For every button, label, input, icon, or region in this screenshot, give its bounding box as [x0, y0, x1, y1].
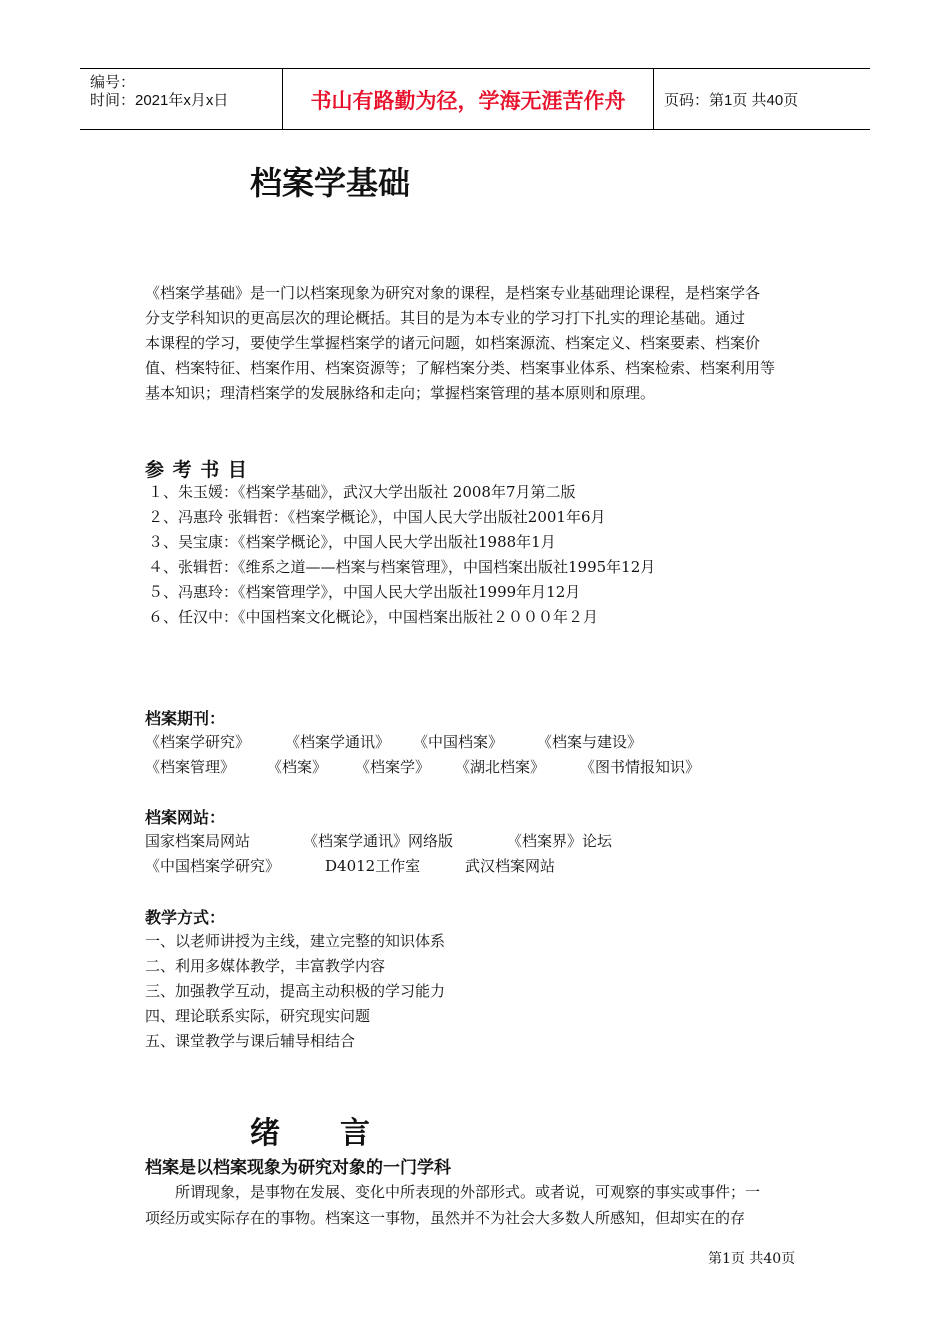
- header-motto-cell: [283, 69, 654, 129]
- preface-line: 所谓现象，是事物在发展、变化中所表现的外部形式。或者说，可观察的事实或事件；一: [175, 1183, 761, 1201]
- preface-title: [250, 1108, 370, 1152]
- references-heading: 参 考 书 目: [145, 459, 248, 481]
- intro-line: 《档案学基础》是一门以档案现象为研究对象的课程，是档案专业基础理论课程，是档案学各: [145, 284, 761, 302]
- journal-item: 《湖北档案》: [455, 758, 546, 776]
- teaching-item: 五、课堂教学与课后辅导相结合: [145, 1032, 356, 1050]
- intro-line: 分支学科知识的更高层次的理论概括。其目的是为本专业的学习打下扎实的理论基础。通过: [145, 309, 746, 327]
- header-time-label: 时间：2021年x月x日: [90, 92, 229, 109]
- journals-heading: 档案期刊：: [145, 709, 226, 728]
- teaching-item: 二、利用多媒体教学，丰富教学内容: [145, 957, 386, 975]
- journal-item: 《档案学研究》: [145, 733, 251, 751]
- reference-item: １、朱玉媛：《档案学基础》，武汉大学出版社 2008年7月第二版: [148, 483, 576, 501]
- teaching-item: 三、加强教学互动，提高主动积极的学习能力: [145, 982, 446, 1000]
- reference-item: ４、张辑哲：《维系之道——档案与档案管理》，中国档案出版社1995年12月: [148, 558, 656, 576]
- website-item: 武汉档案网站: [465, 857, 556, 875]
- intro-paragraph: [145, 281, 811, 406]
- reference-item: ５、冯惠玲：《档案管理学》，中国人民大学出版社1999年月12月: [148, 583, 581, 601]
- website-item: 《中国档案学研究》: [145, 857, 281, 875]
- website-item: D4012工作室: [325, 857, 421, 875]
- journal-item: 《中国档案》: [413, 733, 504, 751]
- preface-subheading: 档案是以档案现象为研究对象的一门学科: [145, 1158, 451, 1178]
- document-title: 档案学基础: [250, 164, 411, 202]
- preface-paragraph: [145, 1179, 811, 1231]
- teaching-item: 四、理论联系实际，研究现实问题: [145, 1007, 371, 1025]
- journal-item: 《档案学》: [355, 758, 431, 776]
- header-page-info: 页码：第1页 共40页: [664, 92, 799, 109]
- website-item: 国家档案局网站: [145, 832, 251, 850]
- website-item: 《档案学通讯》网络版: [303, 832, 454, 850]
- page-footer: 第1页 共40页: [708, 1251, 796, 1267]
- intro-line: 值、档案特征、档案作用、档案资源等；了解档案分类、档案事业体系、档案检索、档案利用等: [145, 359, 776, 377]
- journal-item: 《图书情报知识》: [580, 758, 701, 776]
- website-item: 《档案界》论坛: [507, 832, 613, 850]
- header-table: [80, 68, 870, 130]
- header-motto: 书山有路勤为径，学海无涯苦作舟: [310, 89, 626, 113]
- preface-title-part: 言: [340, 1116, 370, 1151]
- journal-item: 《档案学通讯》: [285, 733, 391, 751]
- teaching-heading: 教学方式：: [145, 908, 226, 927]
- journal-item: 《档案与建设》: [537, 733, 643, 751]
- intro-line: 基本知识；理清档案学的发展脉络和走向；掌握档案管理的基本原则和原理。: [145, 384, 656, 402]
- journal-item: 《档案》: [267, 758, 328, 776]
- teaching-item: 一、以老师讲授为主线，建立完整的知识体系: [145, 932, 446, 950]
- header-page-cell: [654, 69, 870, 129]
- header-number-label: 编号：: [90, 74, 136, 91]
- reference-item: ６、任汉中：《中国档案文化概论》，中国档案出版社２０００年２月: [148, 608, 599, 626]
- reference-item: ３、吴宝康：《档案学概论》，中国人民大学出版社1988年1月: [148, 533, 556, 551]
- intro-line: 本课程的学习，要使学生掌握档案学的诸元问题，如档案源流、档案定义、档案要素、档案价: [145, 334, 761, 352]
- preface-line: 项经历或实际存在的事物。档案这一事物，虽然并不为社会大多数人所感知，但却实在的存: [145, 1209, 746, 1227]
- journal-item: 《档案管理》: [145, 758, 236, 776]
- websites-heading: 档案网站：: [145, 808, 226, 827]
- header-left-cell: [80, 69, 283, 129]
- reference-item: ２、冯惠玲 张辑哲：《档案学概论》，中国人民大学出版社2001年6月: [148, 508, 606, 526]
- preface-title-part: 绪: [250, 1116, 280, 1151]
